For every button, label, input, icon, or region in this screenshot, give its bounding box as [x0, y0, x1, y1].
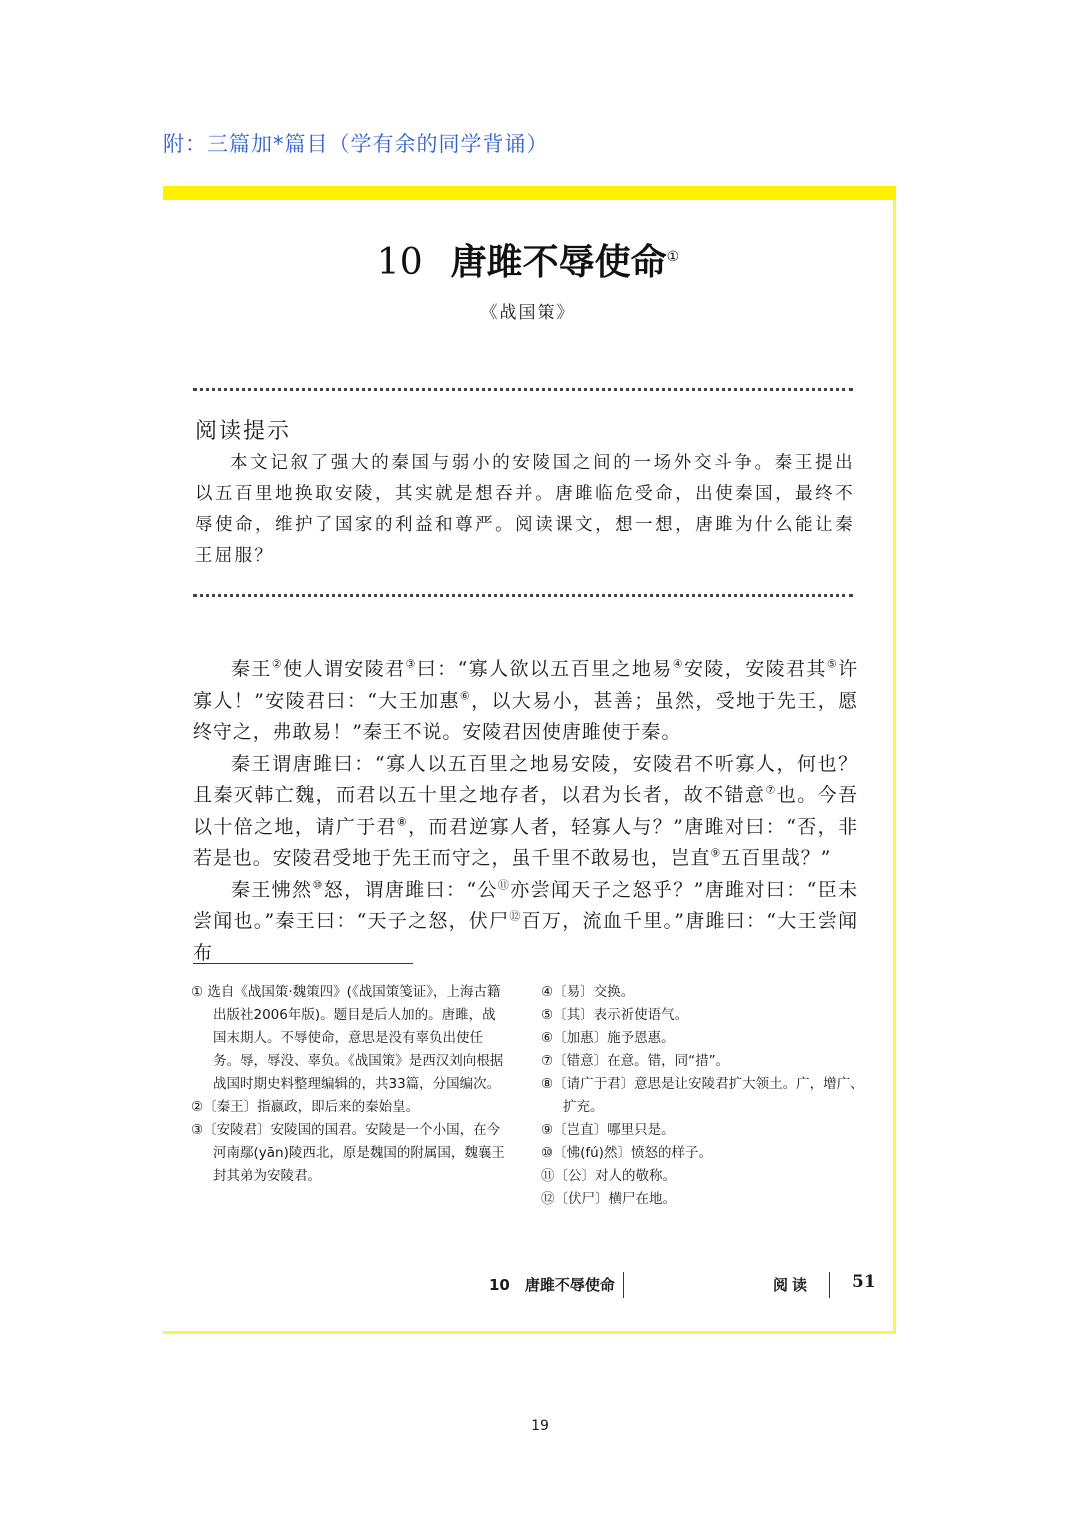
- footnote-item: ⑫〔伏尸〕横尸在地。: [541, 1191, 676, 1207]
- footer-page-number: 51: [852, 1272, 876, 1292]
- lesson-title: [163, 234, 893, 285]
- footnote-mark: ⑫: [509, 909, 522, 923]
- footnote-mark: ⑦: [765, 783, 777, 797]
- main-paragraph-1: [193, 654, 858, 749]
- footnote-item: ④〔易〕交换。: [541, 984, 635, 1000]
- text-span: ，而君逆寡人者，轻寡人与？”唐雎对曰：“否，非若是也。安陵君受地于先王而守之，虽千里不敢易也，岂直: [193, 815, 858, 869]
- text-span: 秦王谓唐雎曰：“寡人以五百里之地易安陵，安陵君不听寡人，何也？且秦灭韩亡魏，而君以五十里之地存者，以君为长者，故不错意: [193, 752, 858, 806]
- footer-section-label: 阅读: [773, 1276, 812, 1294]
- footnote-rule: [193, 963, 413, 964]
- footnote-item: ⑤〔其〕表示祈使语气。: [541, 1007, 689, 1023]
- footnotes-left-column: [191, 981, 509, 1188]
- reading-tips-body: 本文记叙了强大的秦国与弱小的安陵国之间的一场外交斗争。秦王提出以五百里地换取安陵，其实就是想吞并。唐雎临危受命，出使秦国，最终不辱使命，维护了国家的利益和尊严。阅读课文，想一想，唐雎为什么能让秦王屈服？: [195, 453, 855, 566]
- text-span: 许寡人！”安陵君曰：“大王加惠: [193, 658, 858, 712]
- footnote-mark: ④: [672, 657, 684, 671]
- footnote-mark: ⑤: [826, 657, 839, 671]
- text-span: 百万，流血千里。”唐雎曰：“大王尝闻布: [193, 910, 858, 964]
- text-span: 秦王怫然: [231, 878, 313, 901]
- footnote-item: ⑨〔岂直〕哪里只是。: [541, 1122, 675, 1138]
- footer-separator: [623, 1272, 624, 1298]
- footnote-item: ⑧〔请广于君〕意思是让安陵君扩大领土。广，增广、扩充。: [541, 1076, 864, 1115]
- footnotes-right-column: [541, 981, 871, 1211]
- text-span: 使人谓安陵君: [283, 658, 406, 680]
- footnote-mark: ⑧: [396, 815, 409, 829]
- lesson-title-text: 唐雎不辱使命: [450, 241, 667, 283]
- document-header-note: 附：三篇加*篇目（学有余的同学背诵）: [163, 132, 549, 156]
- text-span: 五百里哉？”: [721, 847, 832, 869]
- main-paragraph-2: [193, 749, 858, 875]
- dotted-divider-bottom: [193, 594, 853, 597]
- footnote-mark: ⑥: [459, 689, 472, 703]
- dotted-divider-top: [193, 388, 853, 391]
- footnote-item: ②〔秦王〕指嬴政，即后来的秦始皇。: [191, 1099, 420, 1115]
- yellow-top-bar: [163, 186, 896, 200]
- footnote-item: ⑪〔公〕对人的敬称。: [541, 1168, 676, 1184]
- footnote-item: ⑩〔怫(fú)然〕愤怒的样子。: [541, 1145, 712, 1161]
- document-page-number: 19: [531, 1418, 549, 1434]
- footnote-mark: ③: [405, 657, 417, 671]
- textbook-page: [163, 186, 896, 1334]
- footnote-item: ③〔安陵君〕安陵国的国君。安陵是一个小国，在今河南鄢(yān)陵西北，原是魏国的附属国，魏襄王封其弟为安陵君。: [191, 1122, 505, 1184]
- text-span: 秦王: [231, 658, 272, 680]
- footer-lesson-label: 10 唐雎不辱使命: [489, 1276, 615, 1294]
- footnote-mark: ②: [271, 657, 284, 671]
- text-span: ，以大易小，甚善；虽然，受地于先王，愿终守之，弗敢易！”秦王不说。安陵君因使唐雎使于秦。: [193, 689, 858, 743]
- title-footnote-mark: ①: [666, 249, 680, 265]
- text-span: 亦尝闻天子之怒乎？”唐雎对曰：“臣未尝闻也。”秦王曰：“天子之怒，伏尸: [193, 878, 858, 932]
- text-span: 曰：“寡人欲以五百里之地易: [416, 658, 673, 680]
- lesson-number: 10: [376, 242, 423, 283]
- footnote-item: ⑥〔加惠〕施予恩惠。: [541, 1030, 675, 1046]
- reading-tips-heading: 阅读提示: [195, 419, 292, 444]
- footer-separator: [829, 1272, 830, 1298]
- text-span: 安陵，安陵君其: [683, 658, 827, 680]
- lesson-source: 《战国策》: [480, 303, 576, 323]
- footnote-item: ① 选自《战国策·魏策四》(《战国策笺证》，上海古籍出版社2006年版)。题目是后人加的。唐雎，战国末期人。不辱使命，意思是没有辜负出使任务。辱，辱没、辜负。《战国策》是西汉刘向根据战国时期史料整理编辑的，共33篇，分国编次。: [191, 984, 504, 1092]
- footnote-mark: ⑪: [497, 878, 511, 892]
- text-span: 怒，谓唐雎曰：“公: [323, 878, 498, 901]
- footnote-item: ⑦〔错意〕在意。错，同“措”。: [541, 1053, 730, 1069]
- main-text: [193, 654, 858, 969]
- main-paragraph-3: [193, 875, 858, 970]
- text-span: 也。今吾以十倍之地，请广于君: [193, 784, 858, 838]
- footnote-mark: ⑨: [710, 846, 722, 860]
- footnote-mark: ⑩: [312, 878, 324, 892]
